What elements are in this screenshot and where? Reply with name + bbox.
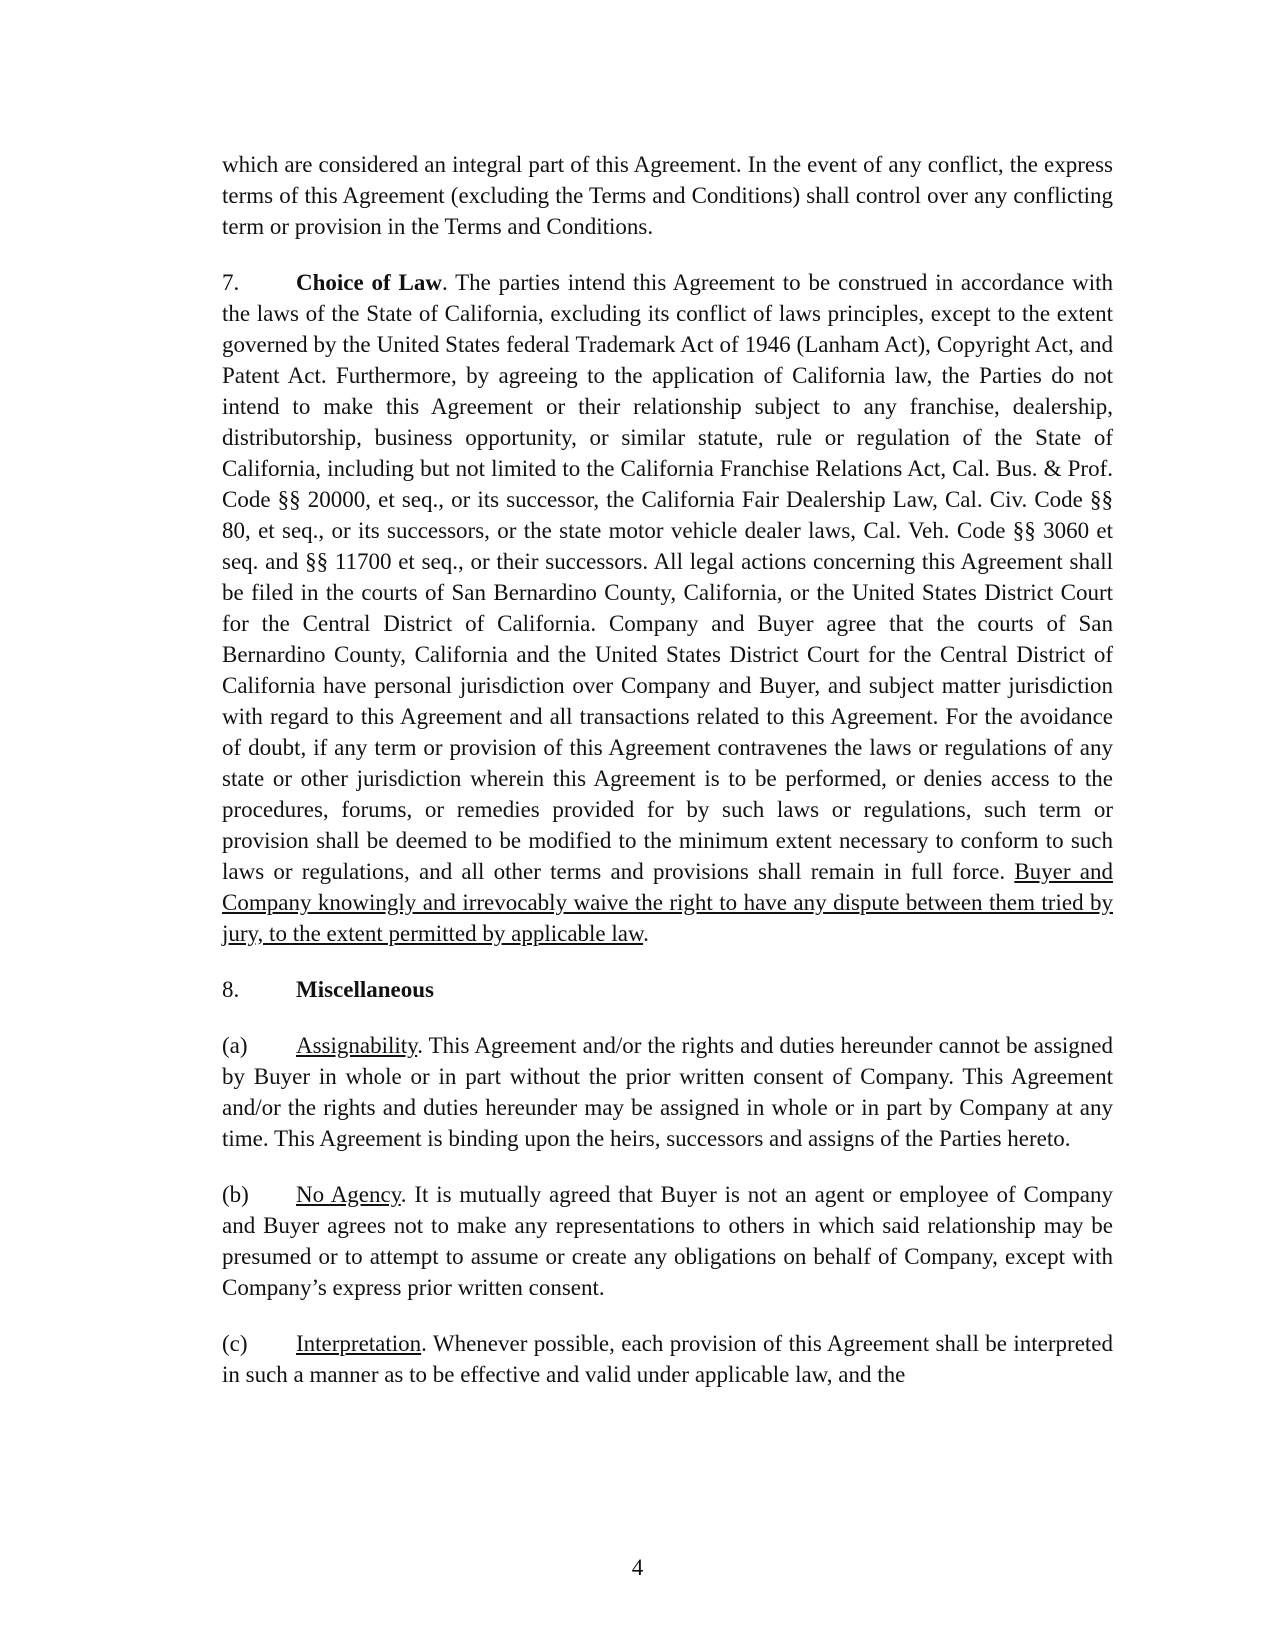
subsection-a-body: . This Agreement and/or the rights and duties hereunder cannot be assigned by Buyer in whole or in part without the prior written consent of Company. This Agreement and/or the rights and duties hereunder may be assigned in whole or in part by Company at any time. This Agreement is binding upon the heirs, successors and assigns of the Parties hereto. [222, 1033, 1113, 1151]
section-8-heading: Miscellaneous [296, 977, 434, 1002]
section-7-body: . The parties intend this Agreement to be construed in accordance with the laws of the State of California, excluding its conflict of laws principles, except to the extent governed by the United States federal Trademark Act of 1946 (Lanham Act), Copyright Act, and Patent Act. Furthermore, by agreeing to the application of California law, the Parties do not intend to make this Agreement or their relationship subject to any franchise, dealership, distributorship, business opportunity, or similar statute, rule or regulation of the State of California, including but not limited to the California Franchise Relations Act, Cal. Bus. & Prof. Code §§ 20000, et seq., or its successor, the California Fair Dealership Law, Cal. Civ. Code §§ 80, et seq., or its successors, or the state motor vehicle dealer laws, Cal. Veh. Code §§ 3060 et seq. and §§ 11700 et seq., or their successors. All legal actions concerning this Agreement shall be filed in the courts of San Bernardino County, California, or the United States District Court for the Central District of California. Company and Buyer agree that the courts of San Bernardino County, California and the United States District Court for the Central District of California have personal jurisdiction over Company and Buyer, and subject matter jurisdiction with regard to this Agreement and all transactions related to this Agreement. For the avoidance of doubt, if any term or provision of this Agreement contravenes the laws or regulations of any state or other jurisdiction wherein this Agreement is to be performed, or denies access to the procedures, forums, or remedies provided for by such laws or regulations, such term or provision shall be deemed to be modified to the minimum extent necessary to conform to such laws or regulations, and all other terms and provisions shall remain in full force. [222, 270, 1114, 884]
continuation-paragraph [222, 149, 1113, 242]
subsection-b-label: (b) [222, 1182, 249, 1207]
section-8-number: 8. [222, 977, 240, 1002]
section-7-heading: Choice of Law [296, 270, 442, 295]
continuation-text: which are considered an integral part of this Agreement. In the event of any conflict, the express terms of this Agreement (excluding the Terms and Conditions) shall control over any conflicting term or provision in the Terms and Conditions. [222, 152, 1113, 239]
subsection-b-heading: No Agency [296, 1182, 401, 1207]
page-number: 4 [631, 1555, 644, 1580]
subsection-c-body: . Whenever possible, each provision of this Agreement shall be interpreted in such a manner as to be effective and valid under applicable law, and the [222, 1331, 1113, 1387]
section-7-paragraph [222, 267, 1113, 949]
section-7-end: . [643, 921, 649, 946]
subsection-b-paragraph [222, 1179, 1113, 1303]
jury-waiver-text: Buyer and Company knowingly and irrevocably waive the right to have any dispute between them tried by jury, to the extent permitted by applicable law [222, 859, 1114, 946]
subsection-a-label: (a) [222, 1033, 248, 1058]
section-8-heading-paragraph [222, 974, 1113, 1005]
subsection-b-body: . It is mutually agreed that Buyer is not an agent or employee of Company and Buyer agrees not to make any representations to others in which said relationship may be presumed or to attempt to assume or create any obligations on behalf of Company, except with Company’s express prior written consent. [222, 1182, 1113, 1300]
section-7-number: 7. [222, 270, 240, 295]
subsection-a-paragraph [222, 1030, 1113, 1154]
subsection-c-label: (c) [222, 1331, 248, 1356]
subsection-c-heading: Interpretation [296, 1331, 422, 1356]
subsection-a-heading: Assignability [296, 1033, 418, 1058]
document-page [222, 149, 1113, 1390]
subsection-c-paragraph [222, 1328, 1113, 1390]
